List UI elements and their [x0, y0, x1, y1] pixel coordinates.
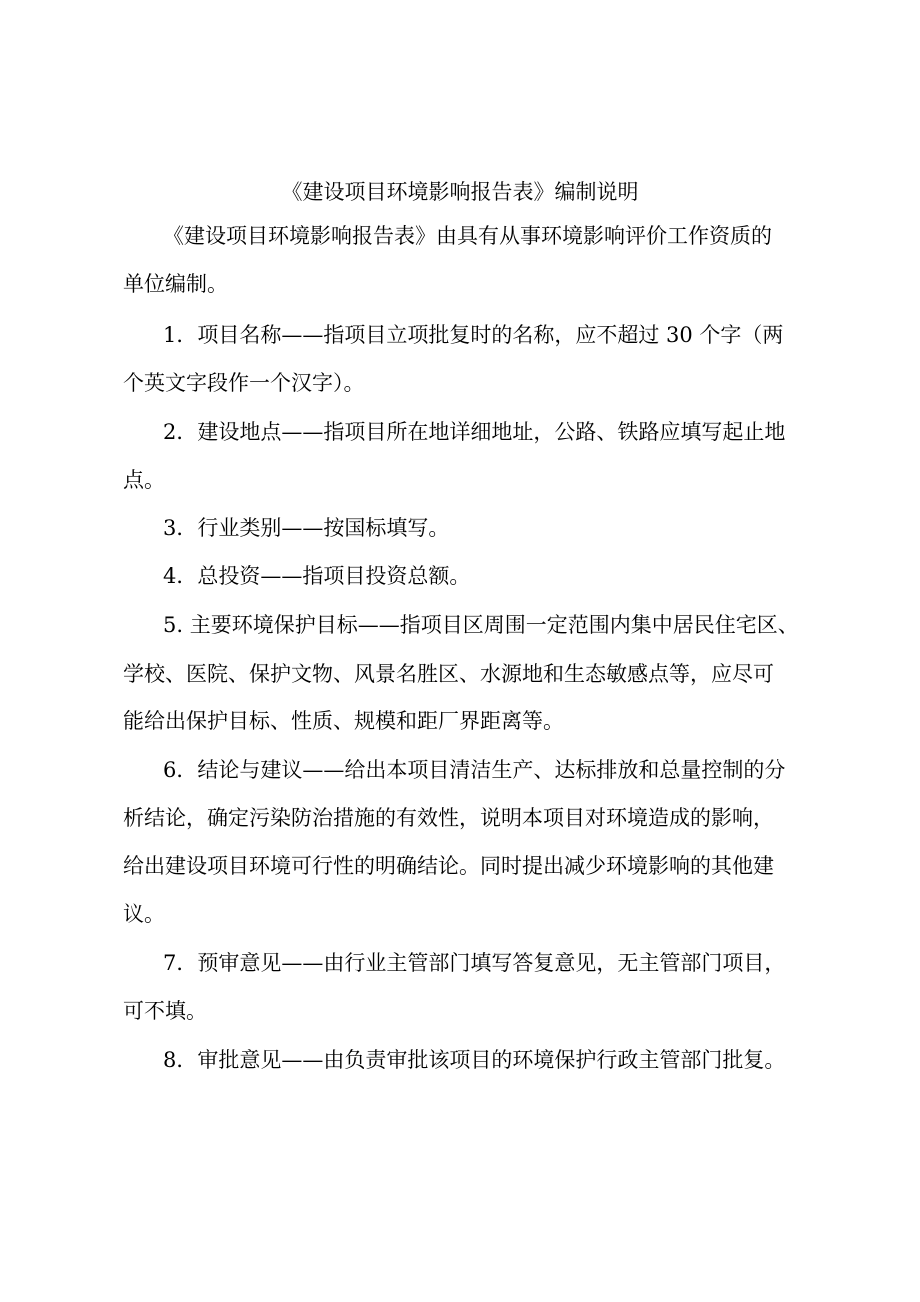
- item-6-line-3: 给出建设项目环境可行性的明确结论。同时提出减少环境影响的其他建: [123, 854, 774, 878]
- item-6-line-4: 议。: [123, 902, 165, 926]
- item-1-line-2: 个英文字段作一个汉字）。: [123, 371, 365, 395]
- item-8-line-1: 8．审批意见——由负责审批该项目的环境保护行政主管部门批复。: [163, 1048, 786, 1072]
- item-1-line-1: 1．项目名称——指项目立项批复时的名称，应不超过 30 个字（两: [163, 323, 784, 347]
- item-2-line-1: 2．建设地点——指项目所在地详细地址，公路、铁路应填写起止地: [163, 420, 786, 444]
- item-7-line-1: 7．预审意见——由行业主管部门填写答复意见，无主管部门项目，: [163, 951, 786, 975]
- item-4-line-1: 4．总投资——指项目投资总额。: [163, 564, 471, 588]
- item-5-line-1: 5. 主要环境保护目标——指项目区周围一定范围内集中居民住宅区、: [163, 613, 799, 637]
- item-7-line-2: 可不填。: [123, 999, 207, 1023]
- item-5-line-3: 能给出保护目标、性质、规模和距厂界距离等。: [123, 709, 564, 733]
- item-3-line-1: 3．行业类别——按国标填写。: [163, 516, 450, 540]
- document-title: 《建设项目环境影响报告表》编制说明: [281, 180, 639, 204]
- item-2-line-2: 点。: [123, 468, 165, 492]
- item-5-line-2: 学校、医院、保护文物、风景名胜区、水源地和生态敏感点等，应尽可: [123, 662, 774, 686]
- item-6-line-2: 析结论，确定污染防治措施的有效性，说明本项目对环境造成的影响，: [123, 806, 774, 830]
- item-6-line-1: 6．结论与建议——给出本项目清洁生产、达标排放和总量控制的分: [163, 758, 786, 782]
- intro-line-2: 单位编制。: [123, 272, 228, 296]
- intro-line-1: 《建设项目环境影响报告表》由具有从事环境影响评价工作资质的: [163, 224, 772, 248]
